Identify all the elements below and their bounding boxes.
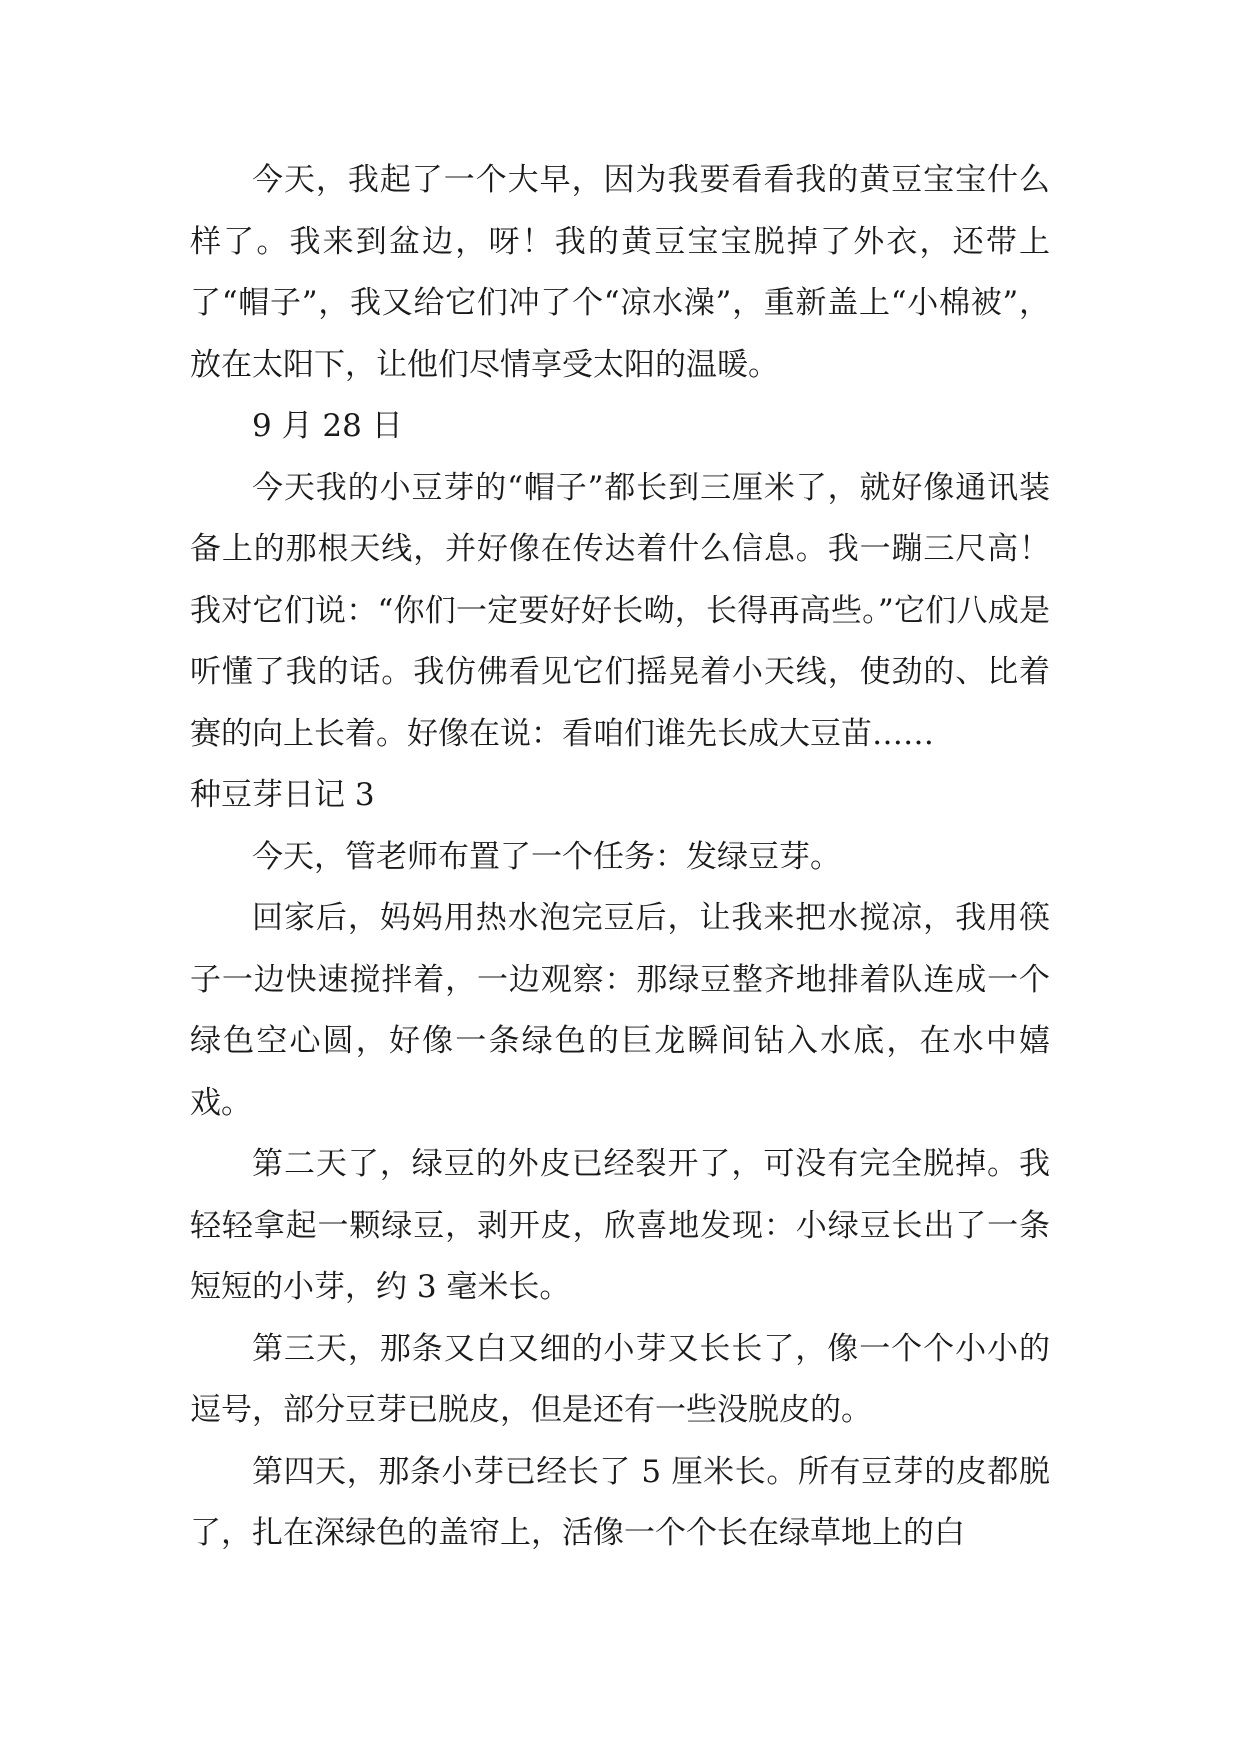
paragraph: 今天，我起了一个大早，因为我要看看我的黄豆宝宝什么样了。我来到盆边，呀！我的黄豆宝宝脱掉了外衣，还带上了“帽子”，我又给它们冲了个“凉水澡”，重新盖上“小棉被”，放在太阳下，让他们尽情享受太阳的温暖。 <box>190 162 1050 383</box>
date-line: 9 月 28 日 <box>252 408 403 444</box>
paragraph: 今天，管老师布置了一个任务：发绿豆芽。 <box>252 838 841 875</box>
paragraph: 第四天，那条小芽已经长了 5 厘米长。所有豆芽的皮都脱了，扎在深绿色的盖帘上，活像一个个长在绿草地上的白 <box>190 1453 1050 1551</box>
paragraph: 今天我的小豆芽的“帽子”都长到三厘米了，就好像通讯装备上的那根天线，并好像在传达着什么信息。我一蹦三尺高！我对它们说：“你们一定要好好长呦，长得再高些。”它们八成是听懂了我的话。我仿佛看见它们摇晃着小天线，使劲的、比着赛的向上长着。好像在说：看咱们谁先长成大豆苗…… <box>190 469 1050 752</box>
paragraph: 第三天，那条又白又细的小芽又长长了，像一个个小小的逗号，部分豆芽已脱皮，但是还有一些没脱皮的。 <box>190 1330 1050 1428</box>
paragraph: 回家后，妈妈用热水泡完豆后，让我来把水搅凉，我用筷子一边快速搅拌着，一边观察：那绿豆整齐地排着队连成一个绿色空心圆，好像一条绿色的巨龙瞬间钻入水底，在水中嬉戏。 <box>190 900 1050 1121</box>
section-heading: 种豆芽日记 3 <box>190 777 375 813</box>
document-page <box>190 150 1050 1565</box>
paragraph: 第二天了，绿豆的外皮已经裂开了，可没有完全脱掉。我轻轻拿起一颗绿豆，剥开皮，欣喜地发现：小绿豆长出了一条短短的小芽，约 3 毫米长。 <box>190 1146 1050 1305</box>
